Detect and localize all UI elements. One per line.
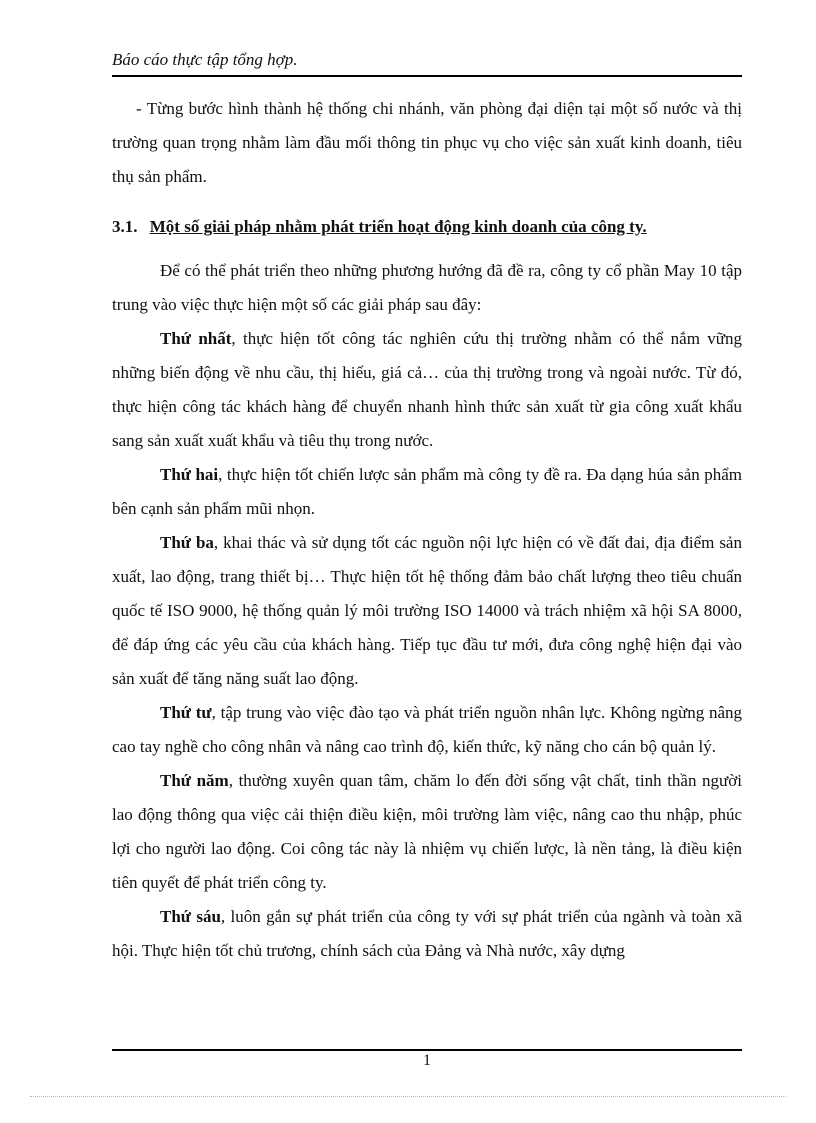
solution-paragraph-1 [112,322,742,458]
solution-text: , khai thác và sử dụng tốt các nguồn nội lực hiện có về đất đai, địa điểm sản xuất, lao động, trang thiết bị… Thực hiện tốt hệ thống đảm bảo chất lượng theo tiêu chuẩn quốc tế ISO 9000, hệ thống quản lý môi trường ISO 14000 và trách nhiệm xã hội SA 8000, để đáp ứng các yêu cầu của khách hàng. Tiếp tục đầu tư mới, đưa công nghệ hiện đại vào sản xuất để tăng năng suất lao động. [112,533,742,688]
solution-label: Thứ năm [160,771,229,790]
solution-label: Thứ nhất [160,329,232,348]
solution-text: , luôn gắn sự phát triển của công ty với sự phát triển của ngành và toàn xã hội. Thực hiện tốt chủ trương, chính sách của Đảng và Nhà nước, xây dựng [112,907,742,960]
solution-label: Thứ sáu [160,907,221,926]
solution-paragraph-3 [112,526,742,696]
solution-label: Thứ ba [160,533,214,552]
solution-text: , thường xuyên quan tâm, chăm lo đến đời sống vật chất, tinh thần người lao động thông qua việc cải thiện điều kiện, môi trường làm việc, nâng cao thu nhập, phúc lợi cho người lao động. Coi công tác này là nhiệm vụ chiến lược, là nền tảng, là điều kiện tiên quyết để phát triển công ty. [112,771,742,892]
intro-bullet: - Từng bước hình thành hệ thống chi nhánh, văn phòng đại diện tại một số nước và thị trường quan trọng nhằm làm đầu mối thông tin phục vụ cho việc sản xuất kinh doanh, tiêu thụ sản phẩm. [112,99,742,186]
running-header: Báo cáo thực tập tổng hợp. [112,50,298,69]
solution-text: , tập trung vào việc đào tạo và phát triển nguồn nhân lực. Không ngừng nâng cao tay nghề cho công nhân và nâng cao trình độ, kiến thức, kỹ năng cho cán bộ quản lý. [112,703,743,756]
solution-label: Thứ hai [160,465,219,484]
section-number: 3.1. [112,217,138,236]
solution-paragraph-4 [112,696,742,764]
header-rule [112,75,742,77]
solution-paragraph-2 [112,458,742,526]
section-title: Một số giải pháp nhằm phát triển hoạt động kinh doanh của công ty. [149,217,647,236]
section-heading [112,210,742,244]
solution-label: Thứ tư [160,703,212,722]
page-number: 1 [423,1052,431,1069]
lead-paragraph: Để có thể phát triển theo những phương hướng đã đề ra, công ty cổ phần May 10 tập trung vào việc thực hiện một số các giải pháp sau đây: [112,261,742,314]
footer-rule [112,1049,742,1051]
solution-text: , thực hiện tốt chiến lược sản phẩm mà công ty đề ra. Đa dạng húa sản phẩm bên cạnh sản phẩm mũi nhọn. [112,465,742,518]
document-body [112,92,742,968]
solution-text: , thực hiện tốt công tác nghiên cứu thị trường nhằm có thể nắm vững những biến động về nhu cầu, thị hiếu, giá cả… của thị trường trong và ngoài nước. Từ đó, thực hiện công tác khách hàng để chuyển nhanh hình thức sản xuất từ gia công xuất khẩu sang sản xuất xuất khẩu và tiêu thụ trong nước. [112,329,742,450]
page-boundary-divider [30,1096,786,1097]
solution-paragraph-6 [112,900,742,968]
solution-paragraph-5 [112,764,742,900]
